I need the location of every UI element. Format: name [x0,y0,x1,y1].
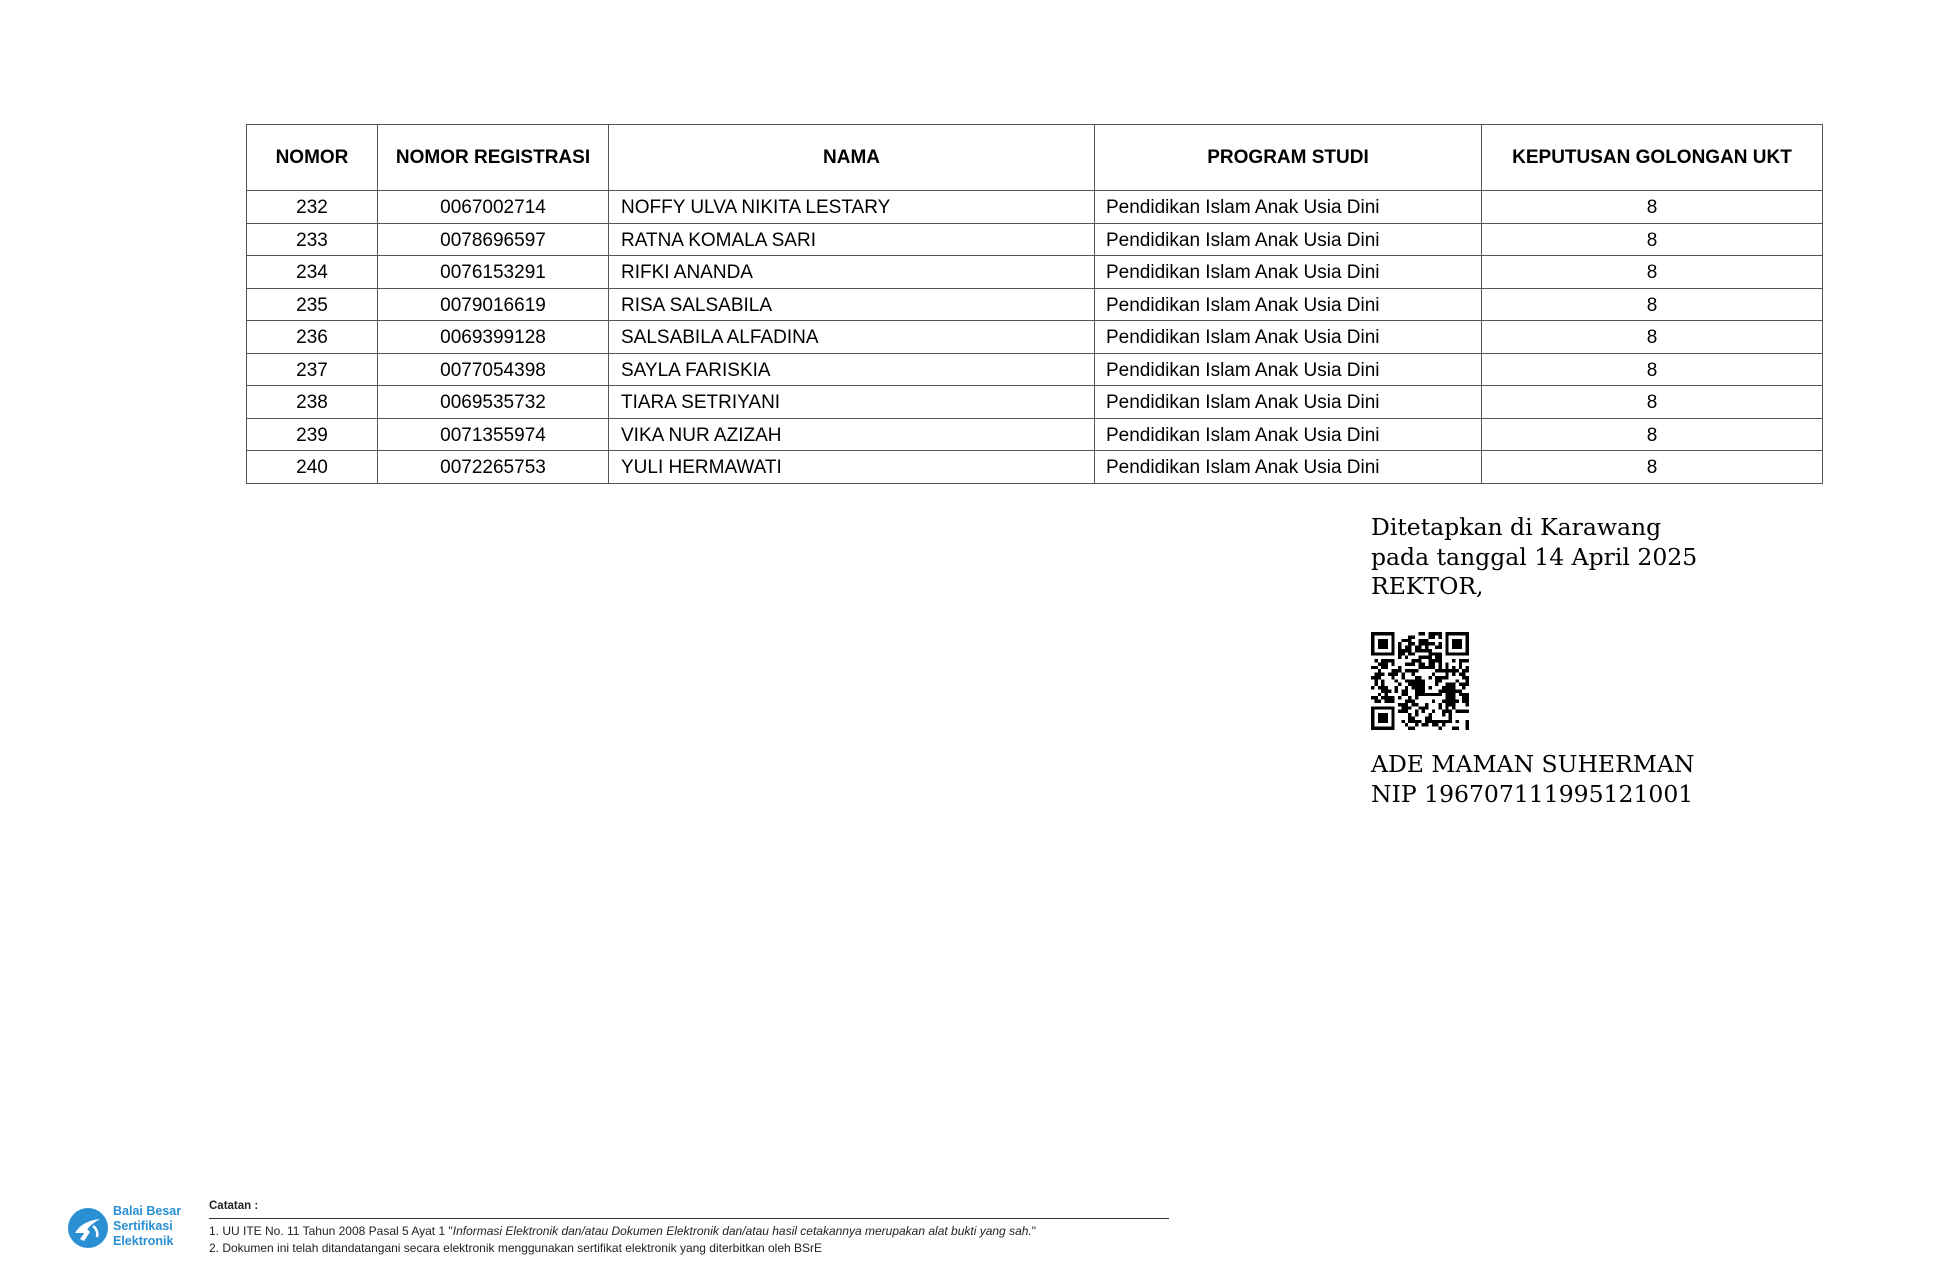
cell-nomor-registrasi: 0071355974 [378,418,609,451]
table-body [247,191,1823,484]
cell-nama: NOFFY ULVA NIKITA LESTARY [609,191,1095,224]
note-1-quote: Informasi Elektronik dan/atau Dokumen Elektronik dan/atau hasil cetakannya merupakan alat bukti yang sah. [452,1224,1032,1238]
cell-nama: VIKA NUR AZIZAH [609,418,1095,451]
cell-nomor: 237 [247,353,378,386]
bsre-logo-icon [66,1206,110,1250]
cell-nomor: 238 [247,386,378,419]
cell-nomor: 234 [247,256,378,289]
note-2: 2. Dokumen ini telah ditandatangani secara elektronik menggunakan sertifikat elektronik yang diterbitkan oleh BSrE [209,1241,823,1255]
cell-nama: YULI HERMAWATI [609,451,1095,484]
table-row [247,353,1823,386]
cell-nama: RIFKI ANANDA [609,256,1095,289]
logo-line: Elektronik [113,1234,174,1248]
signature-name-block [1371,750,1694,809]
cell-program-studi: Pendidikan Islam Anak Usia Dini [1095,321,1482,354]
cell-nomor: 235 [247,288,378,321]
note-1-prefix: 1. UU ITE No. 11 Tahun 2008 Pasal 5 Ayat 1 " [209,1224,453,1238]
signature-header-block [1371,513,1697,602]
table-row [247,418,1823,451]
table-row [247,256,1823,289]
cell-golongan-ukt: 8 [1482,418,1823,451]
bsre-logo [66,1204,196,1254]
cell-nomor-registrasi: 0076153291 [378,256,609,289]
cell-golongan-ukt: 8 [1482,386,1823,419]
table-row [247,223,1823,256]
cell-program-studi: Pendidikan Islam Anak Usia Dini [1095,353,1482,386]
note-1-suffix: " [1031,1224,1037,1238]
cell-nomor-registrasi: 0077054398 [378,353,609,386]
cell-program-studi: Pendidikan Islam Anak Usia Dini [1095,418,1482,451]
cell-nomor: 239 [247,418,378,451]
footer-divider [209,1218,1169,1219]
signature-place: Ditetapkan di Karawang [1371,513,1662,541]
ukt-decision-table [246,124,1823,484]
qr-code-icon [1371,632,1469,730]
bsre-logo-text [113,1204,181,1249]
cell-golongan-ukt: 8 [1482,321,1823,354]
logo-line: Sertifikasi [113,1219,173,1233]
signature-date: pada tanggal 14 April 2025 [1371,542,1698,571]
footer-notes [209,1200,1169,1255]
table-row [247,191,1823,224]
cell-program-studi: Pendidikan Islam Anak Usia Dini [1095,288,1482,321]
cell-nomor: 236 [247,321,378,354]
signer-name: ADE MAMAN SUHERMAN [1371,750,1695,778]
column-header-program-studi: PROGRAM STUDI [1095,125,1482,191]
cell-program-studi: Pendidikan Islam Anak Usia Dini [1095,451,1482,484]
column-header-nama: NAMA [609,125,1095,191]
catatan-label: Catatan : [209,1200,259,1212]
cell-golongan-ukt: 8 [1482,223,1823,256]
signer-nip: NIP 196707111995121001 [1371,779,1694,808]
cell-nomor-registrasi: 0069535732 [378,386,609,419]
signature-role: REKTOR, [1371,572,1484,600]
column-header-nomor: NOMOR [247,125,378,191]
cell-nomor-registrasi: 0069399128 [378,321,609,354]
cell-nomor-registrasi: 0072265753 [378,451,609,484]
cell-nama: TIARA SETRIYANI [609,386,1095,419]
cell-nama: RISA SALSABILA [609,288,1095,321]
cell-nama: SAYLA FARISKIA [609,353,1095,386]
cell-nama: SALSABILA ALFADINA [609,321,1095,354]
cell-golongan-ukt: 8 [1482,191,1823,224]
cell-program-studi: Pendidikan Islam Anak Usia Dini [1095,191,1482,224]
cell-nomor-registrasi: 0078696597 [378,223,609,256]
column-header-keputusan-golongan-ukt: KEPUTUSAN GOLONGAN UKT [1482,125,1823,191]
table-row [247,386,1823,419]
column-header-nomor-registrasi: NOMOR REGISTRASI [378,125,609,191]
cell-golongan-ukt: 8 [1482,288,1823,321]
table-header-row [247,125,1823,191]
cell-golongan-ukt: 8 [1482,256,1823,289]
cell-golongan-ukt: 8 [1482,451,1823,484]
table-row [247,321,1823,354]
cell-program-studi: Pendidikan Islam Anak Usia Dini [1095,386,1482,419]
cell-golongan-ukt: 8 [1482,353,1823,386]
cell-program-studi: Pendidikan Islam Anak Usia Dini [1095,223,1482,256]
cell-nomor-registrasi: 0079016619 [378,288,609,321]
table-row [247,288,1823,321]
cell-nomor: 233 [247,223,378,256]
cell-nomor-registrasi: 0067002714 [378,191,609,224]
cell-program-studi: Pendidikan Islam Anak Usia Dini [1095,256,1482,289]
table-row [247,451,1823,484]
cell-nomor: 232 [247,191,378,224]
note-1 [209,1224,1036,1238]
cell-nomor: 240 [247,451,378,484]
cell-nama: RATNA KOMALA SARI [609,223,1095,256]
logo-line: Balai Besar [113,1204,182,1218]
